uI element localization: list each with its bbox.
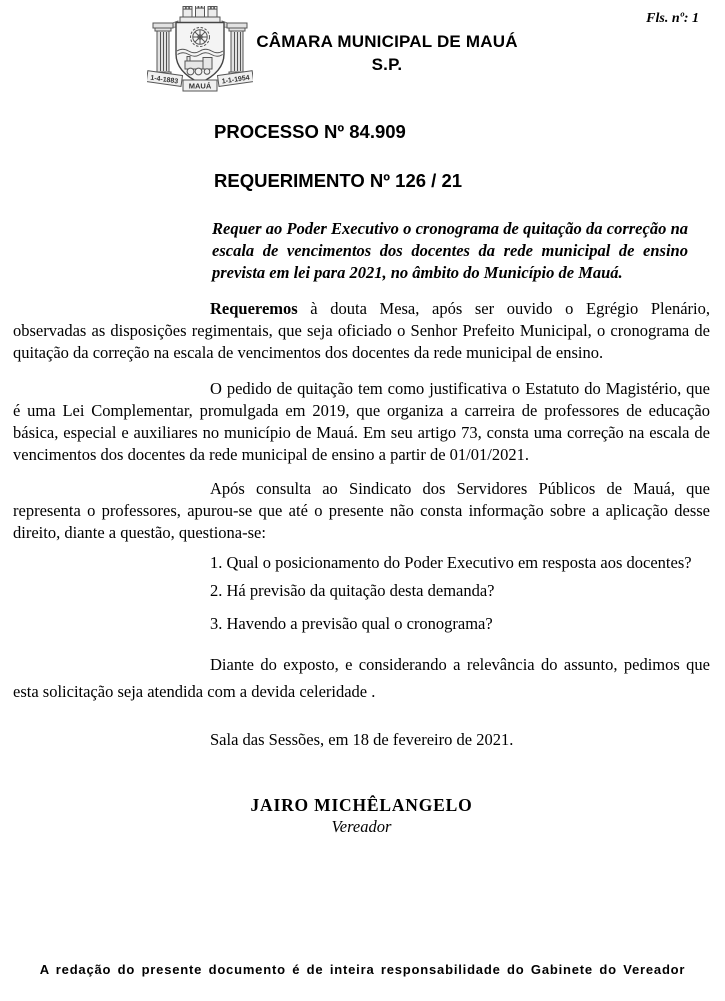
paragraph-request-rest: à douta Mesa, após ser ouvido o Egrégio Plenário, observadas as disposições regimentais, que seja oficiado o Senhor Prefeito Municipal, o cronograma de quitação da correção na escala de vencimentos dos docentes da rede municipal de ensino. (13, 299, 710, 362)
paragraph-request (13, 298, 710, 364)
request-title: REQUERIMENTO Nº 126 / 21 (214, 170, 463, 191)
place-and-date: Sala das Sessões, em 18 de fevereiro de 2021. (210, 730, 514, 749)
page-number: Fls. nº: 1 (646, 11, 699, 26)
document-summary: Requer ao Poder Executivo o cronograma de quitação da correção na escala de vencimentos dos docentes da rede municipal de ensino prevista em lei para 2021, no âmbito do Município de Mauá. (212, 219, 688, 282)
banner-right-text: 1-1-1954 (221, 74, 251, 86)
signature-role: Vereador (331, 817, 392, 836)
organization-title (253, 30, 521, 76)
right-column-icon (227, 23, 247, 79)
signature-name: JAIRO MICHÊLANGELO (250, 795, 473, 815)
coat-of-arms-logo (147, 6, 253, 92)
paragraph-request-lead: Requeremos (210, 299, 298, 318)
question-1: 1. Qual o posicionamento do Poder Executivo em resposta aos docentes? (210, 553, 692, 572)
paragraph-justification: O pedido de quitação tem como justificativa o Estatuto do Magistério, que é uma Lei Complementar, promulgada em 2019, que organiza a carreira de professores de educação básica, especial e auxiliares no município de Mauá. Em seu artigo 73, consta uma correção na escala de vencimentos dos docentes da rede municipal de ensino a partir de 01/01/2021. (13, 379, 710, 464)
banner-left-text: 1-4-1883 (149, 74, 179, 86)
document-body (13, 298, 710, 837)
question-2: 2. Há previsão da quitação desta demanda? (210, 581, 495, 600)
paragraph-closing: Diante do exposto, e considerando a relevância do assunto, pedimos que esta solicitação seja atendida com a devida celeridade . (13, 655, 710, 701)
left-column-icon (153, 23, 173, 79)
signature-block (13, 795, 710, 837)
question-3: 3. Havendo a previsão qual o cronograma? (210, 614, 493, 633)
banner-center-text: MAUÁ (188, 81, 212, 91)
mural-crown-icon (180, 6, 220, 23)
paragraph-consultation: Após consulta ao Sindicato dos Servidores Públicos de Mauá, que representa o professores, apurou-se que até o presente não consta informação sobre a aplicação desse direito, diante a questão, questiona-se: (13, 479, 710, 542)
organization-name: CÂMARA MUNICIPAL DE MAUÁ (256, 32, 518, 51)
footer-disclaimer: A redação do presente documento é de inteira responsabilidade do Gabinete do Vereador (39, 962, 686, 977)
organization-state: S.P. (371, 55, 403, 74)
shield-icon (176, 23, 224, 84)
document-header (147, 6, 725, 92)
process-title: PROCESSO Nº 84.909 (214, 121, 406, 142)
